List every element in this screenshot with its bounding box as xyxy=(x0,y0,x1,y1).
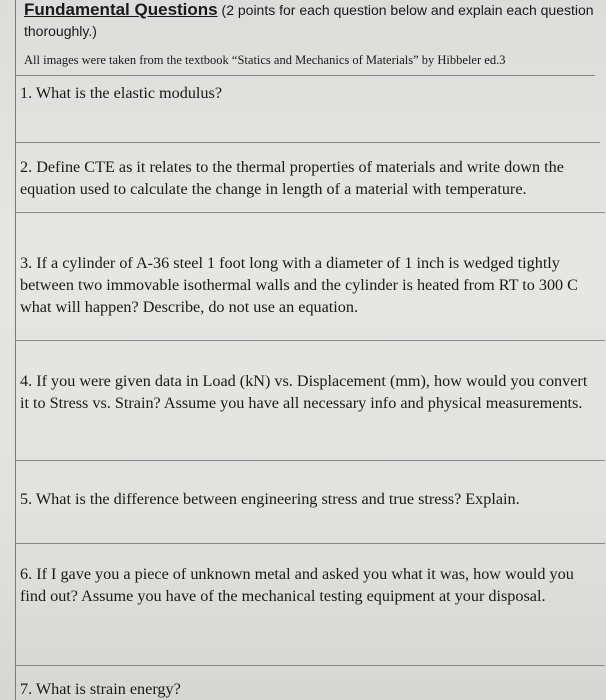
question-divider xyxy=(15,543,605,544)
question-divider xyxy=(15,460,605,461)
question-7: 7. What is strain energy? xyxy=(20,680,181,698)
question-divider xyxy=(15,212,605,213)
question-divider xyxy=(15,142,600,143)
section-header xyxy=(24,0,594,42)
question-divider xyxy=(15,340,605,341)
question-6: 6. If I gave you a piece of unknown metal and asked you what it was, how would you find out? Assume you have of the mechanical testing equipment at your disposal. xyxy=(20,565,574,605)
source-note: All images were taken from the textbook “Statics and Mechanics of Materials” by Hibbeler ed.3 xyxy=(24,53,506,67)
left-margin-rule xyxy=(15,0,16,700)
question-2: 2. Define CTE as it relates to the thermal properties of materials and write down the equation used to calculate the change in length of a material with temperature. xyxy=(20,158,564,198)
header-divider xyxy=(15,75,595,76)
question-1: 1. What is the elastic modulus? xyxy=(20,84,223,102)
section-title: Fundamental Questions xyxy=(24,0,218,19)
question-5: 5. What is the difference between engineering stress and true stress? Explain. xyxy=(20,490,520,508)
question-divider xyxy=(15,665,605,666)
question-3: 3. If a cylinder of A-36 steel 1 foot long with a diameter of 1 inch is wedged tightly between two immovable isothermal walls and the cylinder is heated from RT to 300 C what will happen? Describe, do not use an equation. xyxy=(20,254,578,316)
section-instructions: (2 points for each question below and explain each question thoroughly.) xyxy=(24,2,594,39)
question-4: 4. If you were given data in Load (kN) vs. Displacement (mm), how would you convert it to Stress vs. Strain? Assume you have all necessary info and physical measurements. xyxy=(20,372,588,412)
